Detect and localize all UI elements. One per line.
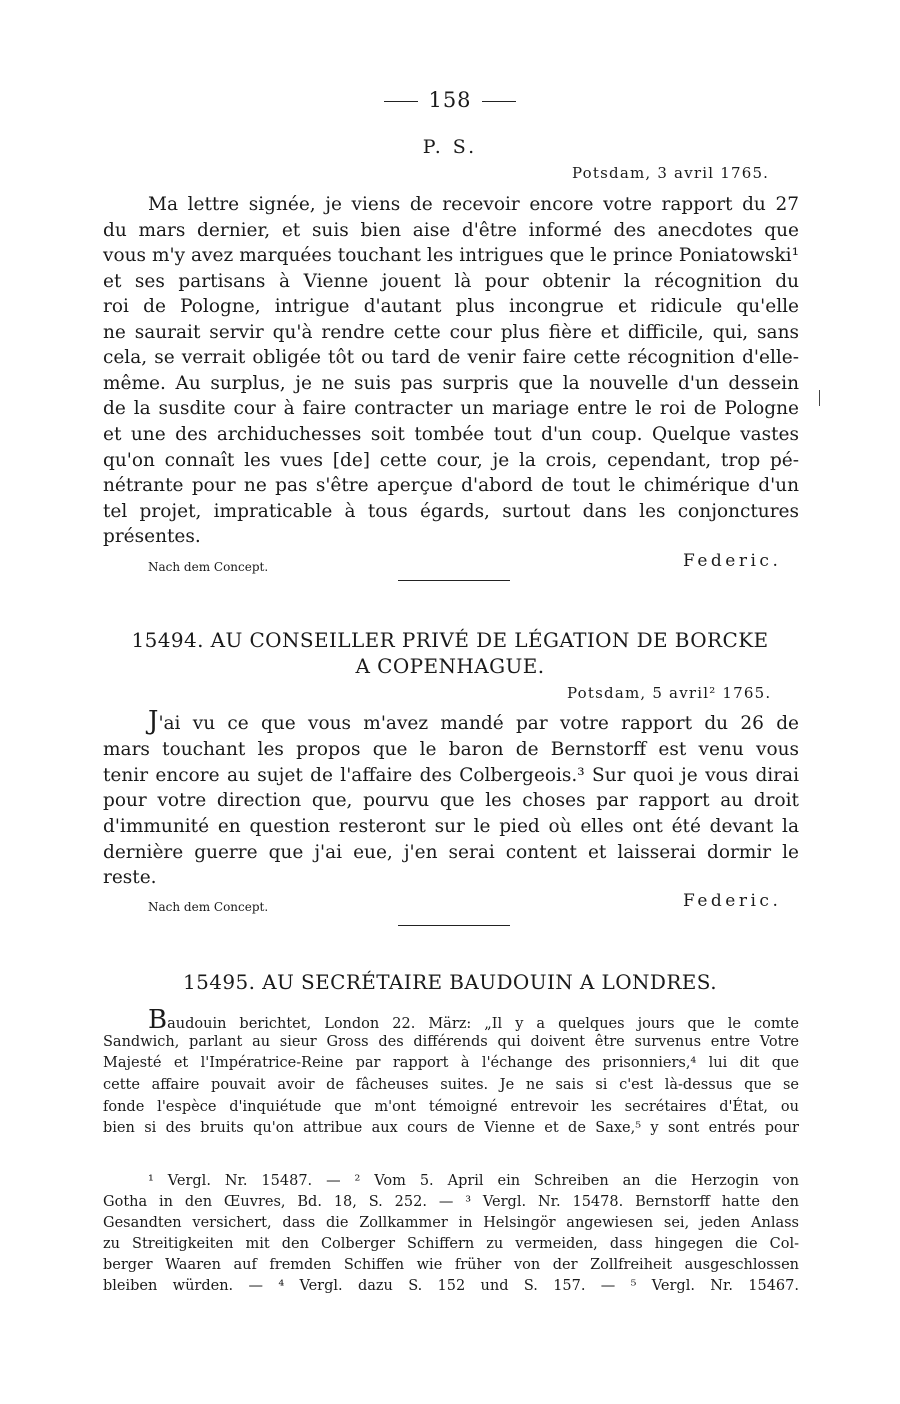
letter-15495-line: cette affaire pouvait avoir de fâcheuses suites. Je ne sais si c'est là-dessus que se	[103, 1077, 799, 1093]
page-number-right-dash	[482, 101, 516, 102]
ps-dateline: Potsdam, 3 avril 1765.	[572, 164, 770, 182]
letter-heading-text: AU SECRÉTAIRE BAUDOUIN A LONDRES.	[262, 970, 717, 994]
footnote-line: bleiben würden. — ⁴ Vergl. dazu S. 152 und S. 157. — ⁵ Vergl. Nr. 15467.	[103, 1278, 799, 1294]
letter-15494-heading-line2: A COPENHAGUE.	[355, 654, 545, 678]
margin-mark	[819, 390, 820, 406]
ps-line: du mars dernier, et suis bien aise d'être informé des anecdotes que	[103, 220, 799, 241]
letter-15494-line: mars touchant les propos que le baron de Bernstorff est venu vous	[103, 739, 799, 760]
letter-15494-line: reste.	[103, 867, 157, 888]
letter-15494-dateline: Potsdam, 5 avril² 1765.	[567, 684, 772, 702]
ps-line: roi de Pologne, intrigue d'autant plus incongrue et ridicule qu'elle	[103, 296, 799, 317]
footnote-line: Gesandten versichert, dass die Zollkammer in Helsingör angewiesen sei, jeden Anlass	[103, 1215, 799, 1231]
page-number	[0, 88, 900, 112]
letter-number: 15495.	[183, 970, 256, 994]
ps-heading: P. S.	[422, 136, 478, 158]
letter-15494-line: dernière guerre que j'ai eue, j'en serai content et laisserai dormir le	[103, 842, 799, 863]
letter-number: 15494.	[131, 628, 204, 652]
letter-15495-line: fonde l'espèce d'inquiétude que m'ont témoigné entrevoir les secrétaires d'État, ou	[103, 1099, 799, 1115]
letter-15494-line: d'immunité en question resteront sur le pied où elles ont été devant la	[103, 816, 799, 837]
ps-line: vous m'y avez marquées touchant les intrigues que le prince Poniatowski¹	[103, 245, 799, 266]
section-divider	[398, 925, 510, 926]
first-line-text: audouin berichtet, London 22. März: „Il y a quelques jours que le comte	[167, 1016, 799, 1032]
letter-15495-first-line	[103, 1005, 799, 1035]
initial-letter: B	[148, 1005, 168, 1035]
footnote-line: zu Streitigkeiten mit den Colberger Schiffern zu vermeiden, dass hingegen die Col-	[103, 1236, 799, 1252]
ps-line: et ses partisans à Vienne jouent là pour obtenir la récognition du	[103, 271, 799, 292]
letter-15495-line: Sandwich, parlant au sieur Gross des différends qui doivent être survenus entre Votre	[103, 1034, 799, 1050]
ps-line: qu'on connaît les vues [de] cette cour, je la crois, cependant, trop pé-	[103, 450, 799, 471]
letter-15495-line: Majesté et l'Impératrice-Reine par rapport à l'échange des prisonniers,⁴ lui dit que	[103, 1055, 799, 1071]
ps-line: cela, se verrait obligée tôt ou tard de venir faire cette récognition d'elle-	[103, 347, 799, 368]
letter-15494-line: pour votre direction que, pourvu que les choses par rapport au droit	[103, 790, 799, 811]
ps-line: nétrante pour ne pas s'être aperçue d'abord de tout le chimérique d'un	[103, 475, 799, 496]
ps-line: de la susdite cour à faire contracter un mariage entre le roi de Pologne	[103, 398, 799, 419]
letter-15494-heading	[0, 628, 900, 652]
page-number-text: 158	[428, 88, 472, 112]
ps-signature: Federic.	[683, 551, 782, 571]
section-divider	[398, 580, 510, 581]
ps-line: Ma lettre signée, je viens de recevoir encore votre rapport du 27	[148, 194, 799, 215]
ps-line: tel projet, impraticable à tous égards, surtout dans les conjonctures	[103, 501, 799, 522]
ps-source-note: Nach dem Concept.	[148, 560, 269, 574]
letter-15494-source-note: Nach dem Concept.	[148, 900, 269, 914]
footnote-line: berger Waaren auf fremden Schiffen wie früher von der Zollfreiheit ausgeschlossen	[103, 1257, 799, 1273]
letter-15494-first-line	[103, 706, 799, 736]
page-number-left-dash	[384, 101, 418, 102]
letter-heading-text: AU CONSEILLER PRIVÉ DE LÉGATION DE BORCKE	[210, 628, 769, 652]
footnote-line: ¹ Vergl. Nr. 15487. — ² Vom 5. April ein Schreiben an die Herzogin von	[148, 1173, 799, 1189]
ps-line: et une des archiduchesses soit tombée tout d'un coup. Quelque vastes	[103, 424, 799, 445]
ps-line: présentes.	[103, 526, 201, 547]
letter-15495-line: bien si des bruits qu'on attribue aux cours de Vienne et de Saxe,⁵ y sont entrés pour	[103, 1120, 799, 1136]
letter-15494-signature: Federic.	[683, 891, 782, 911]
letter-15494-line: tenir encore au sujet de l'affaire des Colbergeois.³ Sur quoi je vous dirai	[103, 765, 799, 786]
ps-line: même. Au surplus, je ne suis pas surpris que la nouvelle d'un dessein	[103, 373, 799, 394]
first-line-text: 'ai vu ce que vous m'avez mandé par votre rapport du 26 de	[158, 713, 799, 734]
footnote-line: Gotha in den Œuvres, Bd. 18, S. 252. — ³ Vergl. Nr. 15478. Bernstorff hatte den	[103, 1194, 799, 1210]
initial-letter: J	[148, 706, 159, 736]
ps-line: ne saurait servir qu'à rendre cette cour plus fière et difficile, qui, sans	[103, 322, 799, 343]
letter-15495-heading	[0, 970, 900, 994]
